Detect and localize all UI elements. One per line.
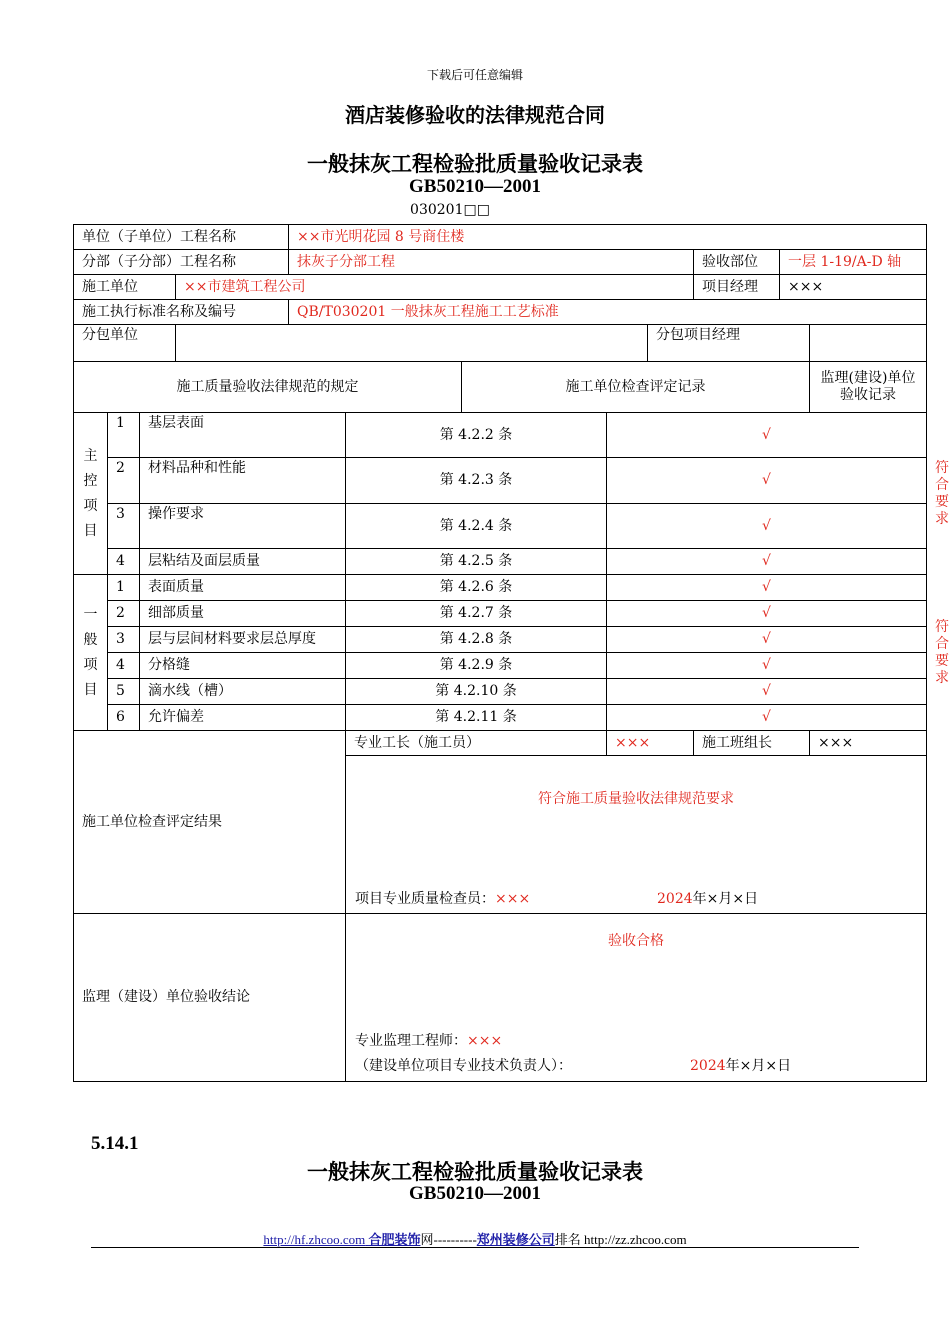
item-no: 5	[108, 679, 140, 705]
item-no: 4	[108, 653, 140, 679]
engineer-label: 专业监理工程师：	[355, 1033, 467, 1049]
footer-separator: 网----------	[420, 1232, 477, 1247]
check-mark: √	[607, 705, 927, 731]
item-name: 表面质量	[140, 575, 346, 601]
contractor-result-label: 施工单位检查评定结果	[74, 731, 346, 914]
standard-code: GB50210—2001	[409, 176, 541, 197]
engineer-value: ×××	[467, 1033, 503, 1049]
contractor-date: 2024年×月×日	[657, 891, 759, 907]
footer-tail: 排名 http://zz.zhcoo.com	[554, 1232, 687, 1247]
item-clause: 第 4.2.6 条	[346, 575, 607, 601]
general-items-group: 一 般 项 目	[74, 575, 108, 731]
item-name: 细部质量	[140, 601, 346, 627]
supervisor-date: 2024年×月×日	[690, 1058, 792, 1074]
check-mark: √	[607, 653, 927, 679]
inspector-label: 项目专业质量检查员：	[355, 891, 495, 907]
standard-label: 施工执行标准名称及编号	[74, 300, 289, 325]
main-items-group: 主 控 项 目	[74, 413, 108, 575]
supervisor-result-label: 监理（建设）单位验收结论	[74, 914, 346, 1082]
engineer-line	[355, 1033, 502, 1050]
unit-value: ××市光明花园 8 号商住楼	[289, 225, 927, 250]
sub-pm-value	[810, 325, 927, 362]
contractor-conclusion: 符合施工质量验收法律规范要求	[538, 791, 735, 807]
item-clause: 第 4.2.2 条	[346, 413, 607, 458]
item-name: 材料品种和性能	[140, 458, 346, 504]
inspector-line	[355, 891, 530, 908]
standard-value: QB/T030201 一般抹灰工程施工工艺标准	[289, 300, 927, 325]
sub-pm-label: 分包项目经理	[648, 325, 810, 362]
item-name: 分格缝	[140, 653, 346, 679]
supervisor-result-box	[346, 914, 927, 1082]
check-mark: √	[607, 627, 927, 653]
item-no: 2	[108, 601, 140, 627]
check-mark: √	[607, 679, 927, 705]
supervisor-conclusion: 验收合格	[608, 933, 665, 949]
item-name: 操作要求	[140, 504, 346, 549]
form-title: 一般抹灰工程检验批质量验收记录表	[307, 152, 643, 176]
footer-divider	[91, 1247, 859, 1248]
subdiv-value: 抹灰子分部工程	[289, 250, 694, 275]
inspection-form: 单位（子单位）工程名称 ××市光明花园 8 号商住楼 分部（子分部）工程名称 抹灰子分部工程 验收部位 一层 1-19/A-D 轴 施工单位 ××市建筑工程公司 项目经理 ××× 施工执行标准名称及编号 QB/T030201 一般抹灰工程施工工艺标准 分包单位 分包项目经理 施工质量验收法律规范的规定 施工单位检查评定记录 监理(建设)单位验收记录 主 控 项 目 1 基层表面 第 4.2.2 条 √ 符合要求 2 材料品种和性能 第 4.2.3 条 √ 3 操作要求 第 4.2.4 条 √ 4 层粘结及面层质量 第 4.2.5 条 √ 一 般 项 目 1 表面质量 第 4.2.6 条 √ 符合要求 2 细部质量 第 4.2.7 条 √ 3 层与层间材料要求层总厚度 第 4.2.8 条 √ 4 分格缝 第 4.2.9 条 √ 5 滴水线（槽） 第 4.2.10 条 √ 6 允许偏差 第 4.2.11 条 √ 施工单位检查评定结果 专业工长（施工员） ××× 施工班组长 ××× 符合施工质量验收法律规范要求 项目专业质量检查员：××× 2024年×月×日 监理（建设）单位验收结论 验收合格 专业监理工程师：××× （建设单位项目专业技术负责人）： 2024年×月×日	[73, 224, 927, 1082]
col-check-header: 施工单位检查评定记录	[462, 362, 810, 413]
item-clause: 第 4.2.9 条	[346, 653, 607, 679]
pm-value: ×××	[780, 275, 927, 300]
sub-unit-label: 分包单位	[74, 325, 176, 362]
foreman-value: ×××	[607, 731, 694, 756]
item-name: 层与层间材料要求层总厚度	[140, 627, 346, 653]
item-clause: 第 4.2.3 条	[346, 458, 607, 504]
item-name: 允许偏差	[140, 705, 346, 731]
footer-link-zhengzhou[interactable]: 郑州装修公司	[476, 1232, 555, 1247]
check-mark: √	[607, 458, 927, 504]
item-no: 3	[108, 627, 140, 653]
pm-label: 项目经理	[694, 275, 780, 300]
form-code: 030201□□	[410, 202, 490, 218]
item-no: 1	[108, 575, 140, 601]
section-form-title: 一般抹灰工程检验批质量验收记录表	[307, 1160, 643, 1184]
tech-lead-label: （建设单位项目专业技术负责人）：	[355, 1058, 572, 1074]
col-spec-header: 施工质量验收法律规范的规定	[74, 362, 462, 413]
accept-part-label: 验收部位	[694, 250, 780, 275]
item-no: 2	[108, 458, 140, 504]
item-name: 基层表面	[140, 413, 346, 458]
footer-link-hefei[interactable]: http://hf.zhcoo.com 合肥装饰	[263, 1232, 421, 1247]
footer	[0, 1229, 950, 1248]
item-clause: 第 4.2.10 条	[346, 679, 607, 705]
check-mark: √	[607, 575, 927, 601]
item-clause: 第 4.2.7 条	[346, 601, 607, 627]
item-name: 层粘结及面层质量	[140, 549, 346, 575]
item-no: 3	[108, 504, 140, 549]
contractor-label: 施工单位	[74, 275, 176, 300]
item-clause: 第 4.2.11 条	[346, 705, 607, 731]
subdiv-label: 分部（子分部）工程名称	[74, 250, 289, 275]
item-no: 4	[108, 549, 140, 575]
accept-part-value: 一层 1-19/A-D 轴	[780, 250, 927, 275]
document-title: 酒店装修验收的法律规范合同	[345, 103, 605, 127]
item-clause: 第 4.2.8 条	[346, 627, 607, 653]
section-number: 5.14.1	[91, 1133, 139, 1154]
check-mark: √	[607, 413, 927, 458]
check-mark: √	[607, 549, 927, 575]
sub-unit-value	[176, 325, 648, 362]
col-supervise-header: 监理(建设)单位验收记录	[810, 362, 927, 413]
team-label: 施工班组长	[694, 731, 810, 756]
contractor-result-box	[346, 756, 927, 914]
item-clause: 第 4.2.4 条	[346, 504, 607, 549]
item-clause: 第 4.2.5 条	[346, 549, 607, 575]
unit-label: 单位（子单位）工程名称	[74, 225, 289, 250]
inspector-value: ×××	[495, 891, 531, 907]
item-no: 6	[108, 705, 140, 731]
top-note: 下载后可任意编辑	[426, 68, 523, 82]
section-standard-code: GB50210—2001	[409, 1183, 541, 1204]
check-mark: √	[607, 504, 927, 549]
item-name: 滴水线（槽）	[140, 679, 346, 705]
check-mark: √	[607, 601, 927, 627]
item-no: 1	[108, 413, 140, 458]
team-value: ×××	[810, 731, 927, 756]
foreman-label: 专业工长（施工员）	[346, 731, 607, 756]
contractor-value: ××市建筑工程公司	[176, 275, 694, 300]
